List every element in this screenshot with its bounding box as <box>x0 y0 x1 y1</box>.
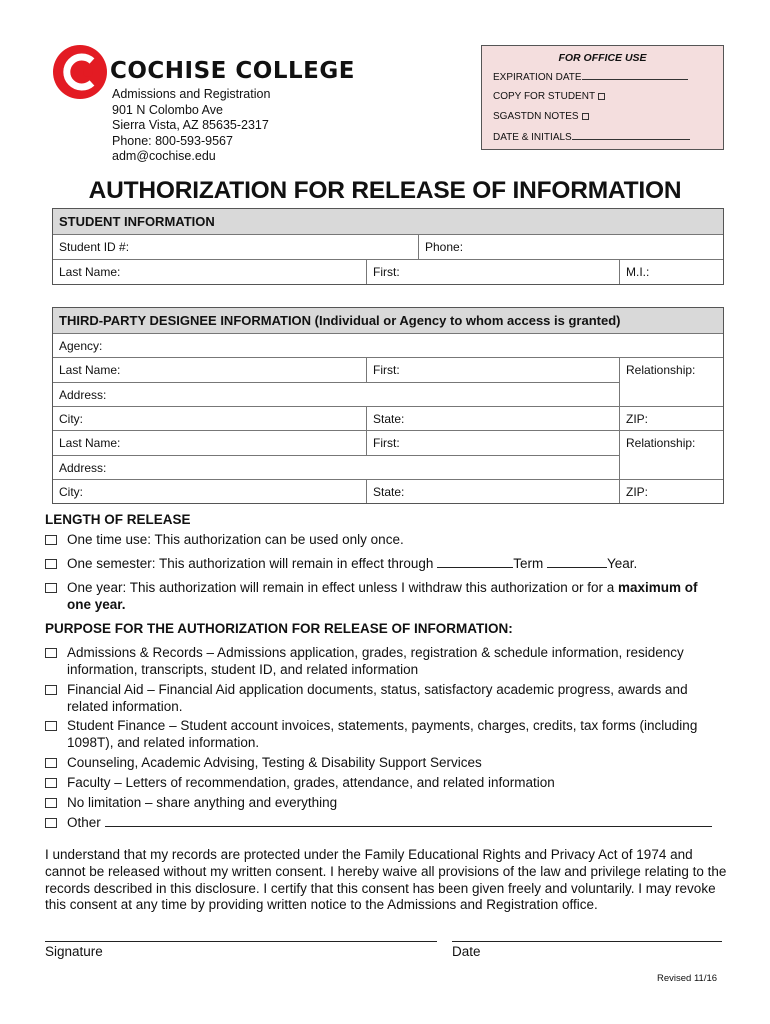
designee1-city-label: City: <box>59 411 83 426</box>
designee2-first-name-field[interactable] <box>366 431 619 455</box>
designee1-state-label: State: <box>373 411 405 426</box>
consent-paragraph: I understand that my records are protected under the Family Educational Rights and Privacy Act of 1974 and cannot be released without my written consent. I hereby waive all provisions of the law and privilege relating to the records described in this disclosure. I certify that this consent has been given freely and voluntarily. I may revoke this consent at any time by providing written notice to the Admissions and Registration office. <box>45 847 727 913</box>
sgastdn-notes-checkbox[interactable] <box>582 113 589 120</box>
third-party-table <box>52 307 724 504</box>
one-time-text: One time use: This authorization can be used only once. <box>67 532 404 547</box>
one-year-checkbox[interactable] <box>45 583 57 593</box>
student-last-name-field[interactable] <box>53 260 366 284</box>
designee2-city-label: City: <box>59 484 83 499</box>
purpose-item <box>45 645 725 678</box>
designee2-last-name-field[interactable] <box>53 431 366 455</box>
purpose-checkbox[interactable] <box>45 685 57 695</box>
address-line: 901 N Colombo Ave <box>112 102 223 117</box>
purpose-text: Admissions & Records – Admissions application, grades, registration & schedule information, residency information, transcripts, student ID, and related information <box>67 645 684 677</box>
option-one-time <box>45 532 725 549</box>
address-line: Sierra Vista, AZ 85635-2317 <box>112 118 269 133</box>
sgastdn-notes-row <box>493 111 589 122</box>
date-line[interactable] <box>452 941 722 942</box>
purpose-item <box>45 755 725 772</box>
designee2-state-field[interactable] <box>366 480 619 503</box>
student-info-table <box>52 208 724 285</box>
purpose-text: Faculty – Letters of recommendation, grades, attendance, and related information <box>67 775 555 790</box>
designee1-relationship-label: Relationship: <box>626 363 696 377</box>
one-semester-text-a: One semester: This authorization will remain in effect through <box>67 556 438 571</box>
length-of-release-heading: LENGTH OF RELEASE <box>45 512 191 527</box>
designee2-relationship-label: Relationship: <box>626 436 696 450</box>
student-mi-label: M.I.: <box>626 265 650 279</box>
other-checkbox[interactable] <box>45 818 57 828</box>
student-id-field[interactable] <box>53 235 418 259</box>
option-one-semester <box>45 556 725 573</box>
designee1-state-field[interactable] <box>366 407 619 430</box>
designee1-address-label: Address: <box>59 387 107 402</box>
other-label: Other <box>67 815 101 830</box>
purpose-checkbox[interactable] <box>45 721 57 731</box>
designee2-address-field[interactable] <box>53 456 619 479</box>
copy-for-student-checkbox[interactable] <box>598 93 605 100</box>
third-party-header: THIRD-PARTY DESIGNEE INFORMATION (Individual or Agency to whom access is granted) <box>53 308 723 333</box>
purpose-text: Financial Aid – Financial Aid application documents, status, satisfactory academic progress, awards and related information. <box>67 682 688 714</box>
purpose-checkbox[interactable] <box>45 648 57 658</box>
agency-label: Agency: <box>59 338 103 353</box>
purpose-item <box>45 718 725 751</box>
date-initials-line[interactable] <box>572 131 690 140</box>
purpose-text: No limitation – share anything and everything <box>67 795 338 810</box>
designee1-first-name-field[interactable] <box>366 358 619 382</box>
designee2-state-label: State: <box>373 484 405 499</box>
date-label: Date <box>452 944 481 959</box>
date-initials-label: DATE & INITIALS <box>493 132 572 143</box>
semester-term-blank[interactable] <box>437 556 513 568</box>
purpose-text: Counseling, Academic Advising, Testing & Disability Support Services <box>67 755 482 770</box>
one-year-text <box>67 580 725 613</box>
date-initials-row <box>493 131 690 143</box>
one-time-checkbox[interactable] <box>45 535 57 545</box>
revision-note: Revised 11/16 <box>657 973 718 984</box>
signature-line[interactable] <box>45 941 437 942</box>
student-id-label: Student ID #: <box>59 240 130 254</box>
student-phone-label: Phone: <box>425 240 464 254</box>
agency-field[interactable] <box>53 334 723 357</box>
option-one-year <box>45 580 725 613</box>
purpose-checkbox[interactable] <box>45 758 57 768</box>
designee1-zip-label: ZIP: <box>626 411 649 426</box>
address-line: Admissions and Registration <box>112 87 271 101</box>
student-first-name-field[interactable] <box>366 260 619 284</box>
designee2-first-name-label: First: <box>373 436 400 450</box>
designee1-last-name-field[interactable] <box>53 358 366 382</box>
page-title: AUTHORIZATION FOR RELEASE OF INFORMATION <box>88 177 682 204</box>
student-phone-field[interactable] <box>418 235 723 259</box>
copy-for-student-label: COPY FOR STUDENT <box>493 91 596 102</box>
designee2-zip-label: ZIP: <box>626 484 649 499</box>
college-logo <box>52 44 108 100</box>
address-block <box>112 87 270 165</box>
designee2-address-label: Address: <box>59 460 107 475</box>
purpose-item <box>45 775 725 792</box>
designee1-address-field[interactable] <box>53 383 619 406</box>
sgastdn-notes-label: SGASTDN NOTES <box>493 111 579 122</box>
designee1-zip-field[interactable] <box>619 407 723 430</box>
designee1-relationship-field[interactable] <box>619 358 723 406</box>
designee2-relationship-field[interactable] <box>619 431 723 479</box>
semester-year-blank[interactable] <box>547 556 607 568</box>
student-mi-field[interactable] <box>619 260 723 284</box>
expiration-date-row <box>493 71 688 83</box>
expiration-date-label: EXPIRATION DATE <box>493 72 582 83</box>
one-semester-checkbox[interactable] <box>45 559 57 569</box>
one-year-text-bold: maximum of one year. <box>67 580 698 612</box>
designee1-city-field[interactable] <box>53 407 366 430</box>
address-line: adm@cochise.edu <box>112 149 216 164</box>
purpose-item <box>45 682 725 715</box>
student-first-name-label: First: <box>373 265 400 279</box>
office-use-title: FOR OFFICE USE <box>558 52 647 64</box>
purpose-item <box>45 795 725 812</box>
designee2-last-name-label: Last Name: <box>59 436 121 450</box>
purpose-heading: PURPOSE FOR THE AUTHORIZATION FOR RELEASE OF INFORMATION: <box>45 621 513 636</box>
other-blank[interactable] <box>105 815 712 827</box>
one-year-text-a: One year: This authorization will remain in effect unless I withdraw this authorization or for a <box>67 580 619 595</box>
expiration-date-line[interactable] <box>582 71 688 80</box>
one-semester-text <box>67 556 725 573</box>
one-semester-text-c: Year. <box>606 556 638 571</box>
student-info-header: STUDENT INFORMATION <box>53 209 723 234</box>
designee1-first-name-label: First: <box>373 363 400 377</box>
one-semester-text-b: Term <box>513 556 547 571</box>
student-last-name-label: Last Name: <box>59 265 121 279</box>
other-text <box>67 815 725 832</box>
purpose-item-other <box>45 815 725 832</box>
purpose-text: Student Finance – Student account invoices, statements, payments, charges, credits, tax forms (including 1098T), and related information. <box>67 718 698 750</box>
designee1-last-name-label: Last Name: <box>59 363 121 377</box>
office-use-box <box>481 45 724 150</box>
designee2-zip-field[interactable] <box>619 480 723 503</box>
purpose-checkbox[interactable] <box>45 778 57 788</box>
purpose-checkbox[interactable] <box>45 798 57 808</box>
brand-name: COCHISE COLLEGE <box>110 58 355 84</box>
copy-for-student-row <box>493 91 605 102</box>
signature-label: Signature <box>45 944 103 959</box>
address-line: Phone: 800-593-9567 <box>112 133 233 148</box>
designee2-city-field[interactable] <box>53 480 366 503</box>
